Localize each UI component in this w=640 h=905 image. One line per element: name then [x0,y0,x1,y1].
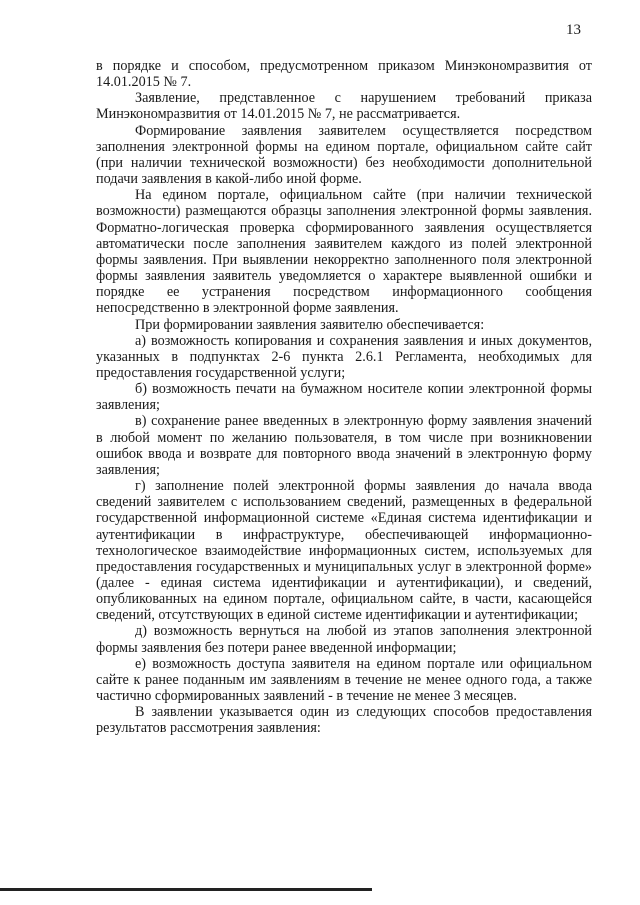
list-item-a: а) возможность копирования и сохранения заявления и иных документов, указанных в подпунктах 2-6 пункта 2.6.1 Регламента, необходимых для предоставления государственной услуги; [96,332,592,381]
list-item-g: г) заполнение полей электронной формы заявления до начала ввода сведений заявителем с использованием сведений, размещенных в федеральной государственной информационной системе «Единая система идентификации и аутентификации в инфраструктуре, обеспечивающей информационно-технологическое взаимодействие информационных систем, используемых для предоставления государственных и муниципальных услуг в электронной форме» (далее - единая система идентификации и аутентификации), и сведений, опубликованных на едином портале, официальном сайте, в части, касающейся сведений, отсутствующих в единой системе идентификации и аутентификации; [96,478,592,624]
document-body [96,58,592,737]
paragraph-continuation: в порядке и способом, предусмотренном приказом Минэкономразвития от 14.01.2015 № 7. [96,58,592,91]
list-item-b: б) возможность печати на бумажном носителе копии электронной формы заявления; [96,381,592,414]
scan-edge-line [0,888,372,891]
paragraph-result-methods: В заявлении указывается один из следующих способов предоставления результатов рассмотрения заявления: [96,704,592,737]
paragraph-form-filling: Формирование заявления заявителем осуществляется посредством заполнения электронной формы на едином портале, официальном сайте сайт (при наличии технической возможности) без необходимости дополнительной подачи заявления в какой-либо иной форме. [96,122,592,188]
list-item-v: в) сохранение ранее введенных в электронную форму заявления значений в любой момент по желанию пользователя, в том числе при возникновении ошибок ввода и возврате для повторного ввода значений в электронную форму заявления; [96,413,592,478]
paragraph-rejection-notice: Заявление, представленное с нарушением требований приказа Минэкономразвития от 14.01.2015 № 7, не рассматривается. [96,90,592,123]
paragraph-validation: На едином портале, официальном сайте (при наличии технической возможности) размещаются образцы заполнения электронной формы заявления. Форматно-логическая проверка сформированного заявления осуществляется автоматически после заполнения заявителем каждого из полей электронной формы заявления. При выявлении некорректно заполненного поля электронной формы заявления заявитель уведомляется о характере выявленной ошибки и порядке ее устранения посредством информационного сообщения непосредственно в электронной форме заявления. [96,187,592,317]
list-item-d: д) возможность вернуться на любой из этапов заполнения электронной формы заявления без потери ранее введенной информации; [96,623,592,656]
list-item-e: е) возможность доступа заявителя на едином портале или официальном сайте к ранее поданным им заявлениям в течение не менее одного года, а также частично сформированных заявлений - в течение не менее 3 месяцев. [96,655,592,705]
paragraph-list-intro: При формировании заявления заявителю обеспечивается: [135,316,485,333]
page-number: 13 [566,22,581,38]
